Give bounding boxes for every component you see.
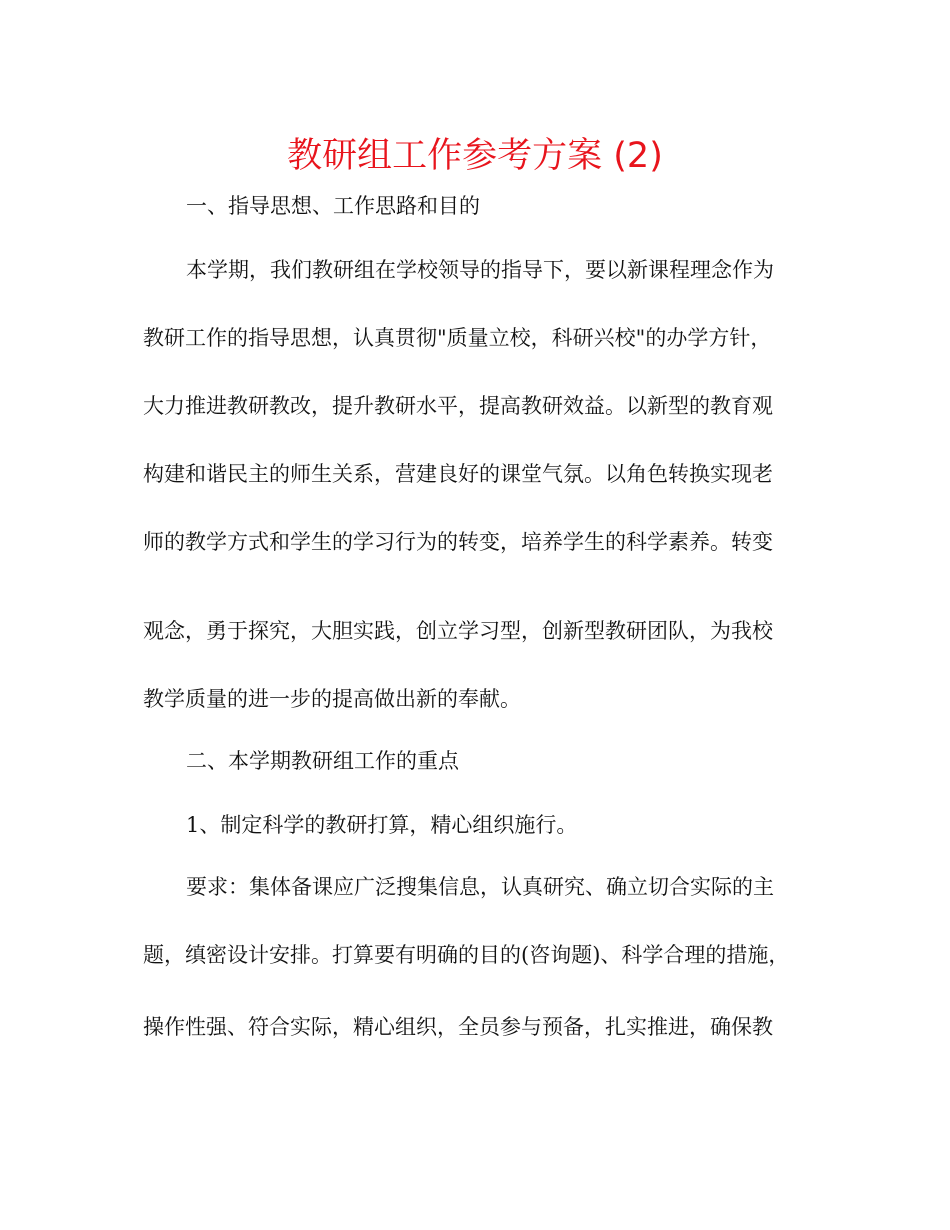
paragraph-line: 教研工作的指导思想，认真贯彻"质量立校，科研兴校"的办学方针， [143, 326, 772, 350]
heading-section-1: 一、指导思想、工作思路和目的 [186, 194, 480, 218]
paragraph-line: 操作性强、符合实际，精心组织，全员参与预备，扎实推进，确保教 [143, 1015, 773, 1039]
list-item: 1、制定科学的教研打算，精心组织施行。 [186, 813, 578, 837]
paragraph-line: 本学期，我们教研组在学校领导的指导下，要以新课程理念作为 [186, 258, 774, 282]
document-title: 教研组工作参考方案 (2) [287, 136, 663, 176]
paragraph-line: 师的教学方式和学生的学习行为的转变，培养学生的科学素养。转变 [143, 530, 773, 554]
paragraph-line: 大力推进教研教改，提升教研水平，提高教研效益。以新型的教育观 [143, 394, 773, 418]
paragraph-line: 构建和谐民主的师生关系，营建良好的课堂气氛。以角色转换实现老 [143, 462, 773, 486]
paragraph-line: 观念，勇于探究，大胆实践，创立学习型，创新型教研团队，为我校 [143, 619, 773, 643]
paragraph-line: 题，缜密设计安排。打算要有明确的目的(咨询题)、科学合理的措施， [143, 943, 790, 967]
heading-section-2: 二、本学期教研组工作的重点 [186, 749, 459, 773]
paragraph-line: 教学质量的进一步的提高做出新的奉献。 [143, 687, 521, 711]
paragraph-line: 要求：集体备课应广泛搜集信息，认真研究、确立切合实际的主 [186, 875, 774, 899]
